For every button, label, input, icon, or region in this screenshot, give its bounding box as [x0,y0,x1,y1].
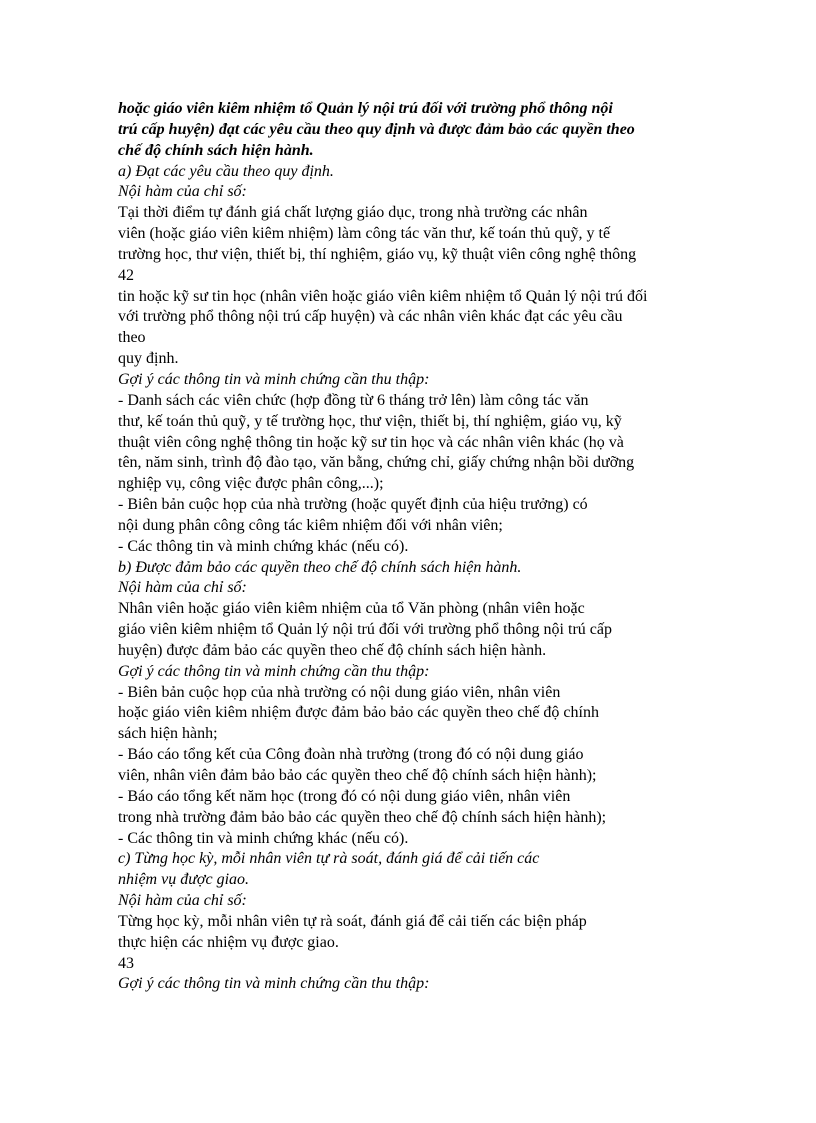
text-line: Nội hàm của chỉ số: [118,579,247,597]
text-line: Nội hàm của chỉ số: [118,892,247,910]
text-line: quy định. [118,350,179,368]
text-line: thuật viên công nghệ thông tin hoặc kỹ sư tin học và các nhân viên khác (họ và [118,433,624,451]
text-line: Nội hàm của chỉ số: [118,183,247,201]
text-line: - Báo cáo tổng kết của Công đoàn nhà trường (trong đó có nội dung giáo [118,746,584,764]
text-line: Nhân viên hoặc giáo viên kiêm nhiệm của tổ Văn phòng (nhân viên hoặc [118,600,585,618]
text-line: - Các thông tin và minh chứng khác (nếu có). [118,537,409,555]
text-line: Gợi ý các thông tin và minh chứng cần thu thập: [118,370,430,388]
text-line: nội dung phân công công tác kiêm nhiệm đối với nhân viên; [118,516,503,534]
text-line: trường học, thư viện, thiết bị, thí nghiệm, giáo vụ, kỹ thuật viên công nghệ thông [118,245,637,263]
text-line: với trường phổ thông nội trú cấp huyện) và các nhân viên khác đạt các yêu cầu [118,308,623,326]
text-line: - Danh sách các viên chức (hợp đồng từ 6 tháng trở lên) làm công tác văn [118,391,589,409]
text-line: - Báo cáo tổng kết năm học (trong đó có nội dung giáo viên, nhân viên [118,787,571,805]
document-body [118,99,718,995]
text-line: viên, nhân viên đảm bảo bảo các quyền theo chế độ chính sách hiện hành); [118,767,597,784]
text-line: hoặc giáo viên kiêm nhiệm tổ Quản lý nội trú đối với trường phổ thông nội [118,100,613,117]
text-line: - Biên bản cuộc họp của nhà trường có nội dung giáo viên, nhân viên [118,683,561,701]
text-line: nhiệm vụ được giao. [118,871,250,889]
text-line: giáo viên kiêm nhiệm tổ Quản lý nội trú đối với trường phổ thông nội trú cấp [118,621,612,639]
text-line: tên, năm sinh, trình độ đào tạo, văn bằng, chứng chỉ, giấy chứng nhận bồi dưỡng [118,454,635,472]
text-line: 42 [118,266,134,284]
text-line: Gợi ý các thông tin và minh chứng cần thu thập: [118,662,430,680]
text-line: Gợi ý các thông tin và minh chứng cần thu thập: [118,975,430,993]
text-line: huyện) được đảm bảo các quyền theo chế độ chính sách hiện hành. [118,641,547,659]
text-line: theo [118,329,146,347]
text-line: a) Đạt các yêu cầu theo quy định. [118,162,334,180]
text-line: tin hoặc kỹ sư tin học (nhân viên hoặc giáo viên kiêm nhiệm tổ Quản lý nội trú đối [118,287,648,305]
text-line: Từng học kỳ, mỗi nhân viên tự rà soát, đánh giá để cải tiến các biện pháp [118,912,587,930]
text-line: chế độ chính sách hiện hành. [118,141,314,159]
text-line: - Các thông tin và minh chứng khác (nếu có). [118,829,409,847]
text-line: sách hiện hành; [118,725,218,743]
text-line: thư, kế toán thủ quỹ, y tế trường học, thư viện, thiết bị, thí nghiệm, giáo vụ, kỹ [118,412,622,430]
text-line: viên (hoặc giáo viên kiêm nhiệm) làm công tác văn thư, kế toán thủ quỹ, y tế [118,225,611,243]
text-line: - Biên bản cuộc họp của nhà trường (hoặc quyết định của hiệu trưởng) có [118,496,588,514]
text-line: 43 [118,954,134,972]
text-line: hoặc giáo viên kiêm nhiệm được đảm bảo bảo các quyền theo chế độ chính [118,704,599,722]
text-line: b) Được đảm bảo các quyền theo chế độ chính sách hiện hành. [118,558,522,576]
text-line: nghiệp vụ, công việc được phân công,...); [118,475,384,493]
text-line: trong nhà trường đảm bảo bảo các quyền theo chế độ chính sách hiện hành); [118,808,607,826]
text-line: c) Từng học kỳ, mỗi nhân viên tự rà soát, đánh giá để cải tiến các [118,850,540,868]
text-line: thực hiện các nhiệm vụ được giao. [118,933,339,951]
text-line: trú cấp huyện) đạt các yêu cầu theo quy định và được đảm bảo các quyền theo [118,120,635,138]
text-line: Tại thời điểm tự đánh giá chất lượng giáo dục, trong nhà trường các nhân [118,204,588,222]
